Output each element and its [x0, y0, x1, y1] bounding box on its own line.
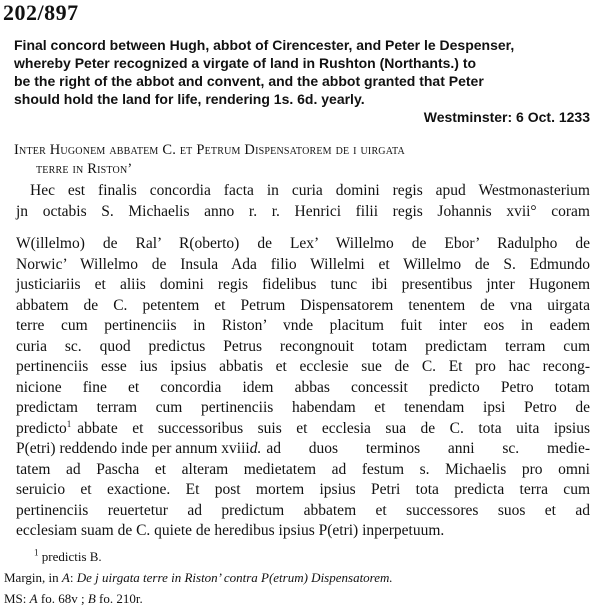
- text-line: pertinenciis esse ius ipsius abbatis et ecclesie sue de C. Et pro hac recong-: [16, 358, 590, 375]
- text-fragment: P(etri) reddendo inde per annum xviii: [16, 440, 250, 457]
- ms-a-ref: fo. 68v ;: [40, 591, 85, 606]
- text-line: Hec est finalis concordia facta in curia domini regis apud Westmonasterium: [30, 182, 590, 199]
- margin-text: De j uirgata terre in Riston’ contra P(etrum) Dispensatorem.: [76, 570, 393, 585]
- ms-a: A: [29, 591, 38, 606]
- summary-line: whereby Peter recognized a virgate of land in Rushton (Northants.) to: [14, 55, 477, 71]
- summary-line: should hold the land for life, rendering 1s. 6d. yearly.: [14, 91, 365, 107]
- text-fragment: [16, 419, 71, 440]
- ms-b-ref: fo. 210r.: [99, 591, 143, 606]
- charter-text: [16, 181, 590, 542]
- paragraph-gap: [16, 222, 590, 234]
- margin-ms: A: [61, 570, 70, 585]
- text-line: predictam terram cum pertinenciis habendam et tenendam ipsi Petro de: [16, 399, 590, 416]
- ms-b: B: [87, 591, 96, 606]
- text-line: justiciariis et aliis domini regis fidelibus tunc ibi presentibus jnter Hugonem: [16, 276, 590, 293]
- text-line: Norwic’ Willelmo de Insula Ada filio Willelmi et Willelmo de S. Edmundo: [16, 255, 590, 273]
- charter-heading: [14, 141, 590, 179]
- text-line: tatem ad Pascha et alteram medietatem ad festum s. Michaelis pro omni: [16, 460, 590, 478]
- margin-note: [4, 570, 594, 586]
- text-line-with-italic: [16, 439, 590, 460]
- summary-line: be the right of the abbot and convent, and the abbot granted that Peter: [14, 73, 484, 89]
- text-fragment: predicto: [16, 419, 67, 437]
- text-fragment: ad duos terminos anni sc. medie-: [266, 440, 590, 457]
- text-line: jn octabis S. Michaelis anno r. r. Henrici filii regis Johannis xvii° coram: [16, 202, 590, 220]
- place-date: Westminster: 6 Oct. 1233: [423, 109, 590, 125]
- text-line: seruicio et exactione. Et post mortem ipsius Petri tota predicta terra cum: [16, 481, 590, 498]
- margin-colon: :: [69, 570, 74, 585]
- text-line: abbatem de C. petentem et Petrum Dispensatorem tenentem de vna uirgata: [16, 296, 590, 314]
- ms-label: MS:: [4, 591, 27, 606]
- text-line: W(illelmo) de Ral’ R(oberto) de Lex’ Willelmo de Ebor’ Radulpho de: [16, 235, 590, 252]
- italic-fragment: d.: [249, 440, 262, 457]
- summary-line: Final concord between Hugh, abbot of Cirencester, and Peter le Despenser,: [14, 37, 515, 53]
- manuscript-note: [4, 591, 143, 607]
- footnote-reference: 1: [66, 418, 72, 429]
- text-line: ecclesiam suam de C. quiete de heredibus ipsius P(etri) inperpetuum.: [16, 522, 445, 539]
- text-line: nicione fine et concordia idem abbas concessit predicto Petro totam: [16, 378, 590, 396]
- heading-line: terre in Riston’: [36, 161, 133, 177]
- margin-label: Margin, in: [4, 570, 62, 585]
- footnote-text: predictis B.: [41, 549, 102, 564]
- calendar-summary: [14, 36, 590, 126]
- text-line: terre cum pertinenciis in Riston’ vnde placitum fuit inter eos in eadem: [16, 317, 590, 334]
- footnote: [34, 549, 102, 565]
- text-line: pertinenciis reuertetur ad predictum abbatem et successores suos et ad: [16, 501, 590, 519]
- heading-line: Inter Hugonem abbatem C. et Petrum Dispensatorem de i uirgata: [14, 142, 405, 158]
- entry-number: 202/897: [3, 0, 79, 25]
- text-fragment: abbate et successoribus suis et ecclesia sua de C. tota uita ipsius: [77, 419, 590, 437]
- text-line: curia sc. quod predictus Petrus recongnouit totam predictam terram cum: [16, 337, 590, 355]
- footnote-marker: 1: [34, 547, 39, 558]
- text-line-with-footnote: [16, 419, 590, 440]
